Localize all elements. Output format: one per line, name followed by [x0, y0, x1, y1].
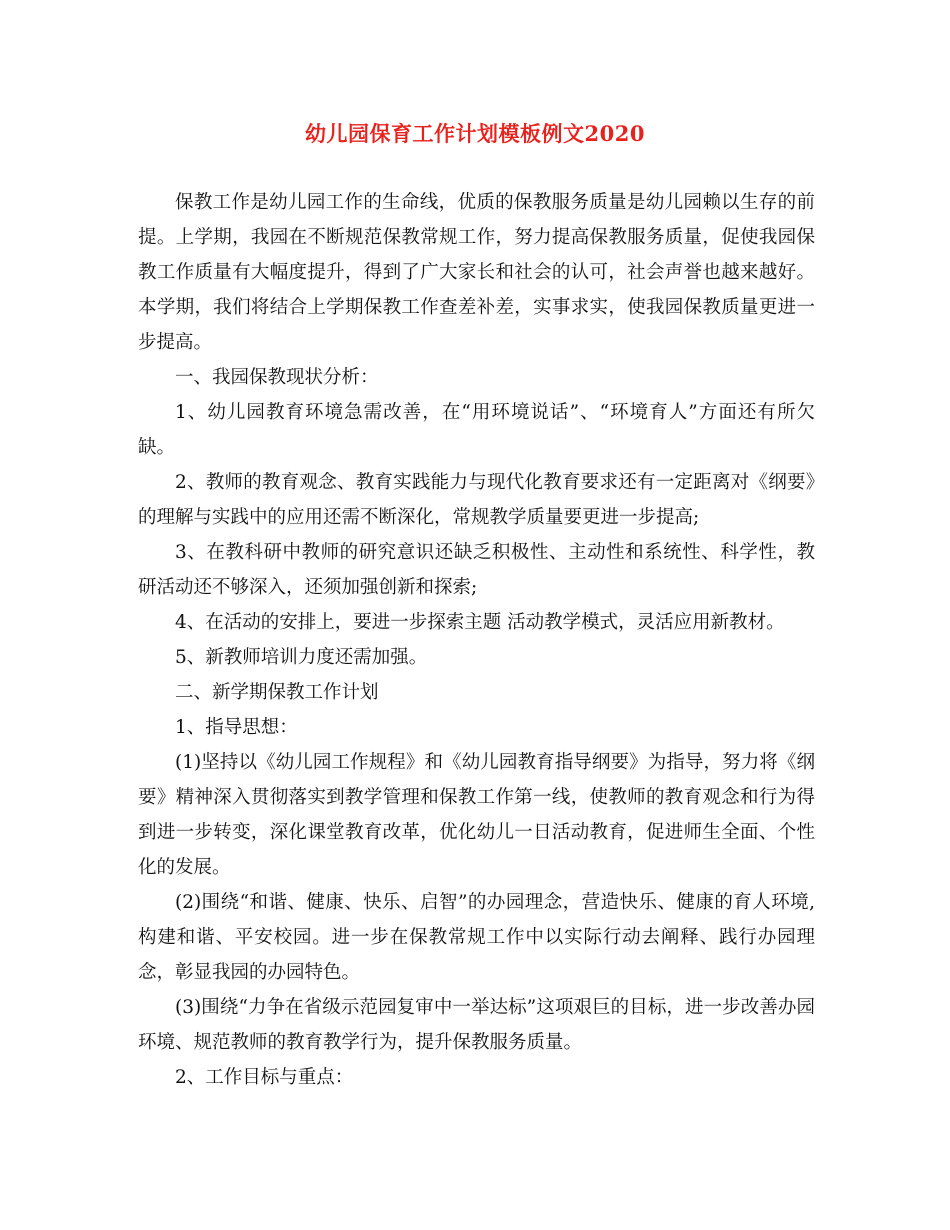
guiding-item-1: (1)坚持以《幼儿园工作规程》和《幼儿园教育指导纲要》为指导，努力将《纲要》精神深入贯彻落实到教学管理和保教工作第一线，使教师的教育观念和行为得到进一步转变，深化课堂教育改革，优化幼儿一日活动教育，促进师生全面、个性化的发展。 — [138, 752, 815, 878]
intro-paragraph: 保教工作是幼儿园工作的生命线，优质的保教服务质量是幼儿园赖以生存的前提。上学期，我园在不断规范保教常规工作，努力提高保教服务质量，促使我园保教工作质量有大幅度提升，得到了广大家长和社会的认可，社会声誉也越来越好。本学期，我们将结合上学期保教工作查差补差，实事求实，使我园保教质量更进一步提高。 — [138, 192, 815, 353]
guiding-item-3: (3)围绕“力争在省级示范园复审中一举达标”这项艰巨的目标，进一步改善办园环境、规范教师的教育教学行为，提升保教服务质量。 — [138, 997, 815, 1053]
analysis-item-3: 3、在教科研中教师的研究意识还缺乏积极性、主动性和系统性、科学性，教研活动还不够深入，还须加强创新和探索; — [138, 542, 815, 598]
subheading-guiding-ideology: 1、指导思想： — [175, 717, 298, 738]
analysis-item-2: 2、教师的教育观念、教育实践能力与现代化教育要求还有一定距离对《纲要》的理解与实践中的应用还需不断深化，常规教学质量要更进一步提高; — [138, 472, 815, 528]
document-body — [138, 185, 815, 1095]
subheading-goals: 2、工作目标与重点： — [175, 1067, 354, 1088]
analysis-item-4: 4、在活动的安排上，要进一步探索主题 活动教学模式，灵活应用新教材。 — [175, 612, 785, 633]
analysis-item-5: 5、新教师培训力度还需加强。 — [175, 647, 428, 668]
analysis-item-1: 1、幼儿园教育环境急需改善，在“用环境说话”、“环境育人”方面还有所欠缺。 — [138, 402, 815, 458]
document-title: 幼儿园保育工作计划模板例文2020 — [305, 121, 645, 146]
section-heading-plan: 二、新学期保教工作计划 — [175, 682, 379, 703]
guiding-item-2: (2)围绕“和谐、健康、快乐、启智”的办园理念，营造快乐、健康的育人环境,构建和谐、平安校园。进一步在保教常规工作中以实际行动去阐释、践行办园理念，彰显我园的办园特色。 — [138, 892, 815, 983]
section-heading-analysis: 一、我园保教现状分析： — [175, 367, 379, 388]
